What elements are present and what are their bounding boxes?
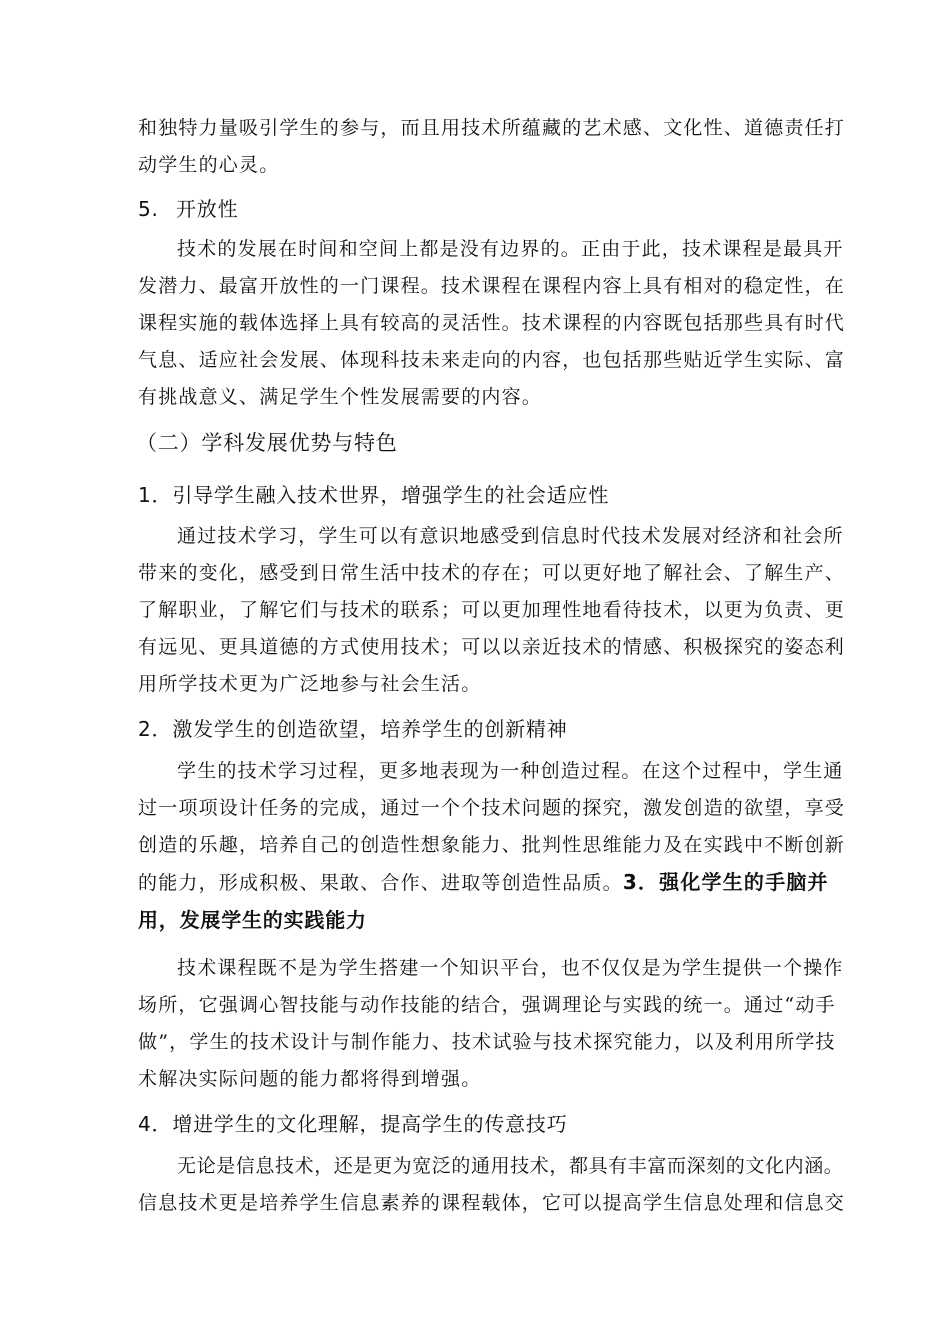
item-2-heading: 2．激发学生的创造欲望，培养学生的创新精神	[138, 717, 568, 741]
item-3-heading-part2: 用，发展学生的实践能力	[138, 908, 367, 932]
paragraph-line: 场所，它强调心智技能与动作技能的结合，强调理论与实践的统一。通过“动手	[138, 994, 836, 1016]
paragraph-line: 有远见、更具道德的方式使用技术；可以以亲近技术的情感、积极探究的姿态利	[138, 636, 846, 658]
paragraph-line: 和独特力量吸引学生的参与，而且用技术所蕴藏的艺术感、文化性、道德责任打	[138, 117, 846, 139]
section-title: 开放性	[176, 197, 239, 221]
section-number: 5.	[138, 197, 159, 221]
paragraph-line: 信息技术更是培养学生信息素养的课程载体，它可以提高学生信息处理和信息交	[138, 1192, 846, 1214]
paragraph-line: 术解决实际问题的能力都将得到增强。	[138, 1068, 482, 1090]
item-4-heading: 4．增进学生的文化理解，提高学生的传意技巧	[138, 1112, 568, 1136]
paragraph-line: 课程实施的载体选择上具有较高的灵活性。技术课程的内容既包括那些具有时代	[138, 312, 846, 334]
paragraph-line: 带来的变化，感受到日常生活中技术的存在；可以更好地了解社会、了解生产、	[138, 562, 846, 584]
paragraph-line: 了解职业，了解它们与技术的联系；可以更加理性地看待技术，以更为负责、更	[138, 599, 846, 621]
paragraph-line: 发潜力、最富开放性的一门课程。技术课程在课程内容上具有相对的稳定性，在	[138, 275, 846, 297]
paragraph-line: 气息、适应社会发展、体现科技未来走向的内容，也包括那些贴近学生实际、富	[138, 349, 846, 371]
paragraph-line: 动学生的心灵。	[138, 154, 280, 176]
section-heading-5	[138, 196, 238, 222]
paragraph-line: 学生的技术学习过程，更多地表现为一种创造过程。在这个过程中，学生通	[177, 760, 844, 782]
paragraph-line: 用所学技术更为广泛地参与社会生活。	[138, 673, 482, 695]
paragraph-line: 技术的发展在时间和空间上都是没有边界的。正由于此，技术课程是最具开	[177, 238, 844, 260]
paragraph-text: 的能力，形成积极、果敢、合作、进取等创造性品质。	[138, 872, 623, 894]
item-1-heading: 1．引导学生融入技术世界，增强学生的社会适应性	[138, 483, 610, 507]
paragraph-line: 有挑战意义、满足学生个性发展需要的内容。	[138, 386, 543, 408]
paragraph-line: 过一项项设计任务的完成，通过一个个技术问题的探究，激发创造的欲望，享受	[138, 797, 846, 819]
paragraph-line: 创造的乐趣，培养自己的创造性想象能力、批判性思维能力及在实践中不断创新	[138, 834, 846, 856]
chapter-heading: （二）学科发展优势与特色	[136, 431, 398, 455]
paragraph-line: 通过技术学习，学生可以有意识地感受到信息时代技术发展对经济和社会所	[177, 525, 844, 547]
paragraph-line: 技术课程既不是为学生搭建一个知识平台，也不仅仅是为学生提供一个操作	[177, 957, 844, 979]
paragraph-line: 无论是信息技术，还是更为宽泛的通用技术，都具有丰富而深刻的文化内涵。	[177, 1155, 844, 1177]
paragraph-line: 做”，学生的技术设计与制作能力、技术试验与技术探究能力，以及利用所学技	[138, 1031, 836, 1053]
paragraph-line-with-heading	[138, 870, 829, 895]
item-3-heading-part1: 3．强化学生的手脑并	[622, 870, 829, 894]
